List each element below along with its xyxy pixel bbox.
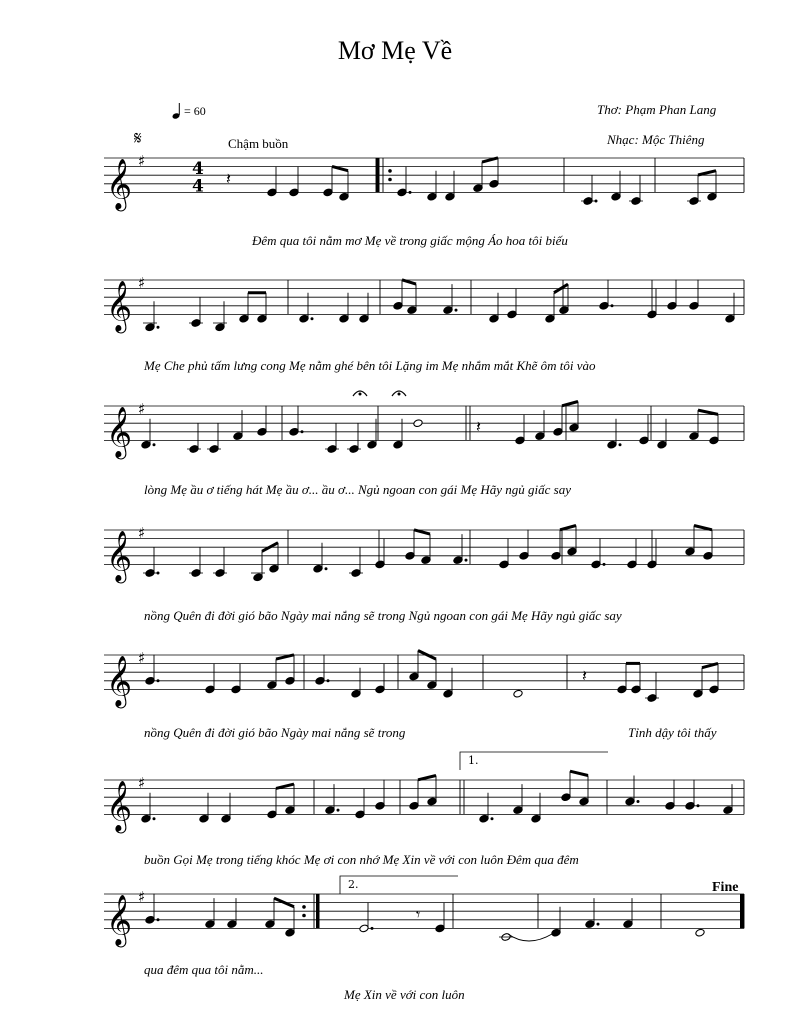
fermata-dot <box>398 393 401 396</box>
lyric-line-3: lòng Mẹ ầu ơ tiếng hát Mẹ ầu ơ... ầu ơ... Ngủ ngoan con gái Mẹ Hãy ngủ giấc say <box>144 482 572 497</box>
treble-clef-icon: 𝄞 <box>106 406 133 458</box>
sharp-icon: ♯ <box>138 888 146 906</box>
dot <box>337 809 340 812</box>
dot <box>465 559 468 562</box>
sharp-icon: ♯ <box>138 400 146 418</box>
sharp-icon: ♯ <box>138 152 146 170</box>
lyric-line-1: Đêm qua tôi nằm mơ Mẹ về trong giấc mộng Áo hoa tôi biếu <box>252 233 568 248</box>
beam <box>702 663 718 667</box>
repeat-dot <box>302 905 306 909</box>
sharp-icon: ♯ <box>138 524 146 542</box>
beam <box>414 530 430 534</box>
song-title: Mơ Mẹ Về <box>337 36 453 65</box>
beam <box>570 771 588 775</box>
beam <box>418 776 436 780</box>
sharp-icon: ♯ <box>138 774 146 792</box>
expression-marking: Chậm buồn <box>228 136 289 151</box>
dot <box>597 923 600 926</box>
time-signature: 4 <box>192 176 204 197</box>
treble-clef-icon: 𝄞 <box>106 894 133 946</box>
rest-icon: 𝄽 <box>226 168 231 188</box>
rest-icon: 𝄽 <box>476 416 481 436</box>
treble-clef-icon: 𝄞 <box>106 530 133 582</box>
beam <box>562 402 578 406</box>
note-head <box>513 689 523 698</box>
rest-icon: 𝄽 <box>582 665 587 685</box>
dot <box>157 326 160 329</box>
note-head <box>695 928 705 937</box>
final-barline <box>740 894 744 928</box>
lyric-line-5b: Tỉnh dậy tôi thấy <box>628 725 717 740</box>
volta-2-label: 2. <box>348 878 359 891</box>
beam <box>482 158 498 162</box>
repeat-bar <box>316 894 320 928</box>
treble-clef-icon: 𝄞 <box>106 655 133 707</box>
dot <box>157 918 160 921</box>
repeat-bar <box>376 158 380 192</box>
lyric-line-2: Mẹ Che phủ tấm lưng cong Mẹ nằm ghé bên tôi Lặng im Mẹ nhắm mắt Khẽ ôm tôi vào <box>144 358 596 373</box>
dot <box>325 567 328 570</box>
dot <box>153 817 156 820</box>
treble-clef-icon: 𝄞 <box>106 280 133 332</box>
beam <box>560 526 576 530</box>
fermata-dot <box>359 393 362 396</box>
dot <box>371 927 374 930</box>
repeat-dot <box>302 914 306 918</box>
dot <box>153 443 156 446</box>
lyric-line-6: buồn Gọi Mẹ trong tiếng khóc Mẹ ơi con nhớ Mẹ Xin về với con luôn Đêm qua đêm <box>144 852 579 867</box>
dot <box>619 443 622 446</box>
music-credit: Nhạc: Mộc Thiêng <box>607 132 705 147</box>
sharp-icon: ♯ <box>138 649 146 667</box>
lyric-line-7: qua đêm qua tôi nằm... <box>144 962 264 977</box>
fine-marking: Fine <box>712 880 739 895</box>
dot <box>301 430 304 433</box>
note-head <box>413 419 423 428</box>
segno-icon: 𝄋 <box>134 128 142 148</box>
dot <box>409 191 412 194</box>
sharp-icon: ♯ <box>138 274 146 292</box>
beam <box>276 655 294 659</box>
tie <box>508 934 552 941</box>
beam <box>698 410 718 414</box>
lyric-line-4: nồng Quên đi đời gió bão Ngày mai nắng sẽ trong Ngủ ngoan con gái Mẹ Hãy ngủ giấc say <box>144 608 622 623</box>
poem-credit: Thơ: Phạm Phan Lang <box>597 102 717 117</box>
repeat-dot <box>388 169 392 173</box>
dot <box>637 800 640 803</box>
treble-clef-icon: 𝄞 <box>106 780 133 832</box>
lyric-line-8: Mẹ Xin về với con luôn <box>344 987 465 1002</box>
dot <box>491 817 494 820</box>
time-signature: 4 <box>192 159 204 180</box>
beam <box>698 171 716 175</box>
beam <box>276 784 294 788</box>
volta-1 <box>460 752 608 770</box>
volta-1-label: 1. <box>468 754 479 767</box>
rest-icon: 𝄾 <box>416 904 421 924</box>
lyric-line-5: nồng Quên đi đời gió bão Ngày mai nắng sẽ trong <box>144 725 406 740</box>
beam <box>694 526 712 530</box>
treble-clef-icon: 𝄞 <box>106 158 133 210</box>
tempo-value: = 60 <box>184 103 206 118</box>
dot <box>611 304 614 307</box>
dot <box>157 679 160 682</box>
dot <box>697 804 700 807</box>
dot <box>311 317 314 320</box>
beam <box>332 166 348 170</box>
dot <box>327 679 330 682</box>
dot <box>603 563 606 566</box>
beam <box>402 280 416 284</box>
dot <box>455 309 458 312</box>
repeat-dot <box>388 178 392 182</box>
